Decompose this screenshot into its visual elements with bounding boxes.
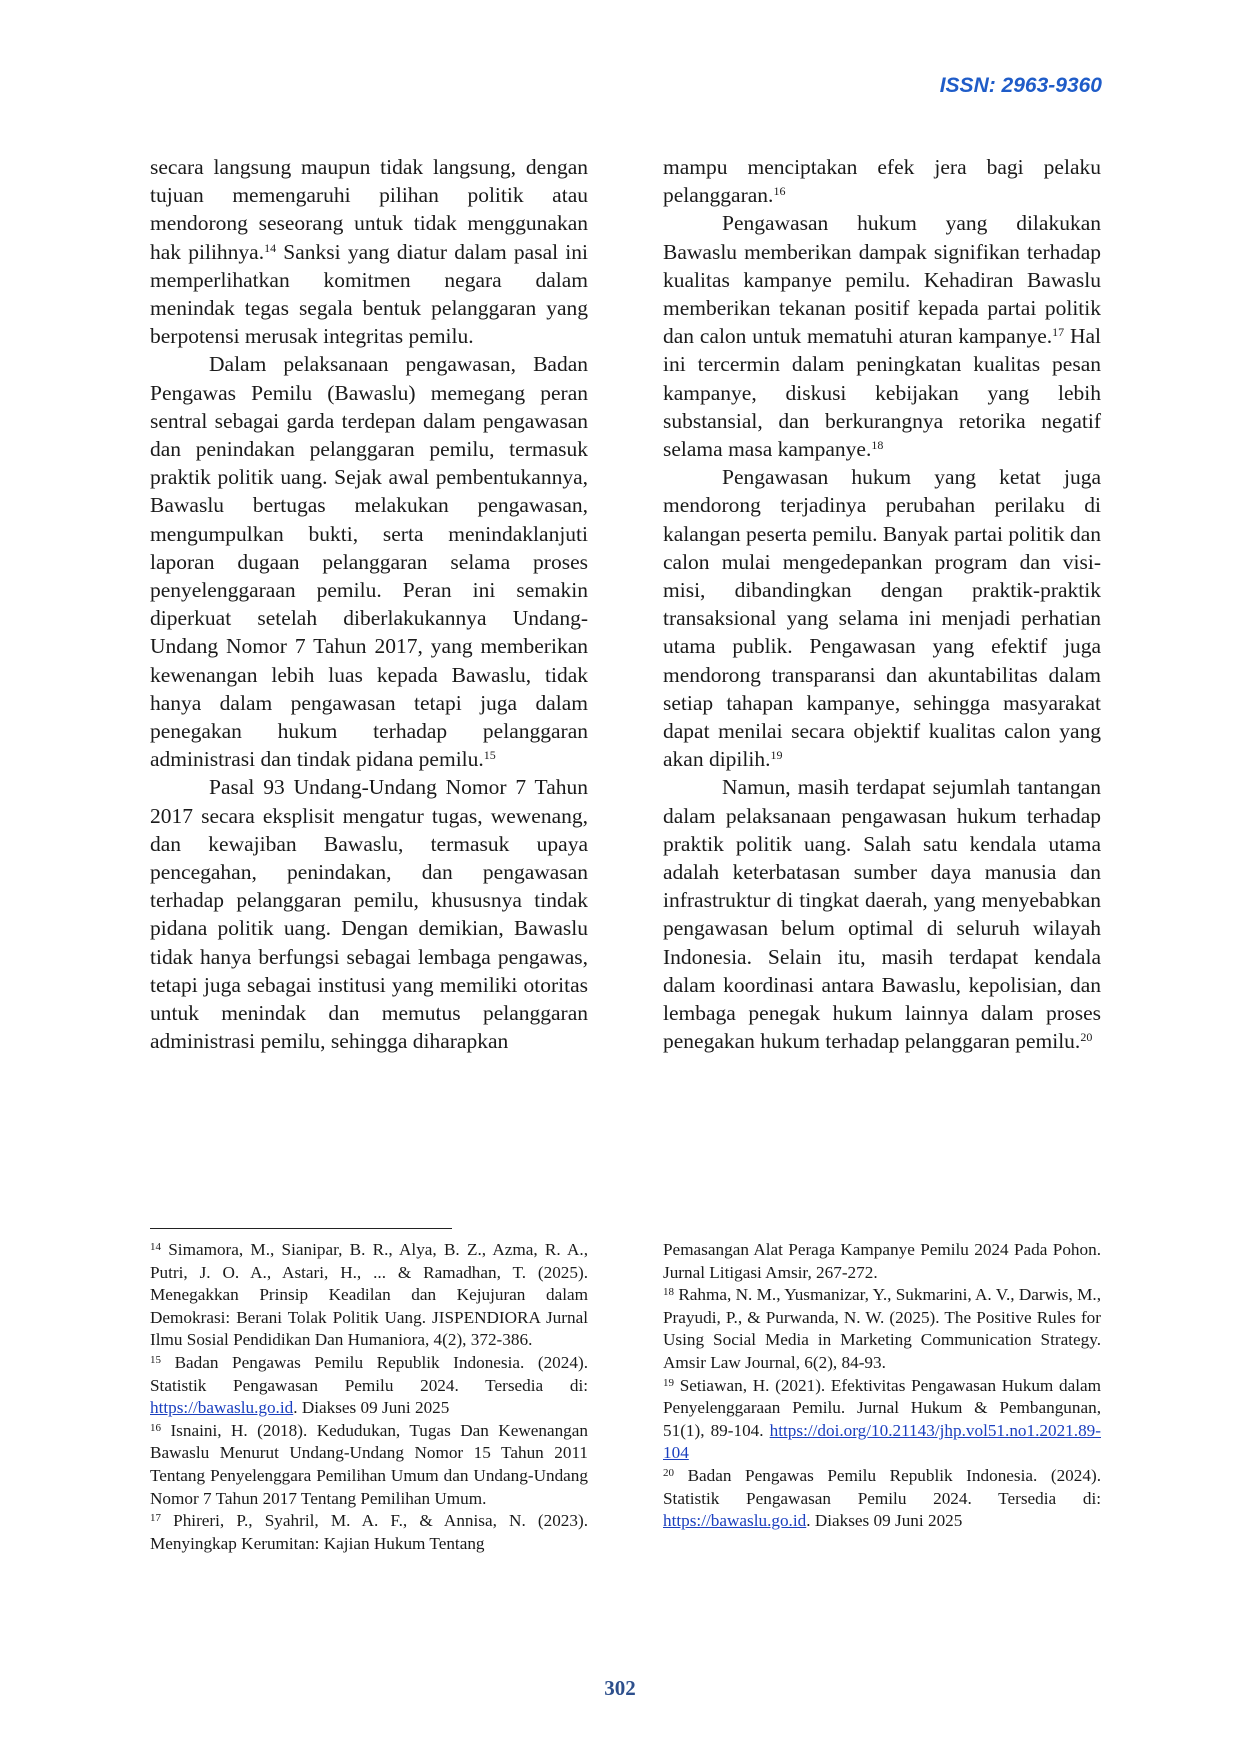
footnote-ref: 19 — [770, 748, 783, 763]
footnote — [150, 1239, 588, 1352]
footnote-text: . Diakses 09 Juni 2025 — [806, 1511, 963, 1531]
paragraph-text: Pengawasan hukum yang ketat juga mendorong terjadinya perubahan perilaku di kalangan peserta pemilu. Banyak partai politik dan calon mulai mengedepankan program dan visi-misi, dibandingkan dengan praktik-praktik transaksional yang selama ini menjadi perhatian utama publik. Pengawasan yang efektif juga mendorong transparansi dan akuntabilitas dalam setiap tahapan kampanye, sehingga masyarakat dapat menilai secara objektif kualitas calon yang akan dipilih. — [663, 465, 1101, 772]
footnotes-right — [663, 1239, 1101, 1533]
footnote — [663, 1239, 1101, 1284]
paragraph — [663, 209, 1101, 463]
paragraph — [150, 350, 588, 773]
paragraph-text: Dalam pelaksanaan pengawasan, Badan Pengawas Pemilu (Bawaslu) memegang peran sentral sebagai garda terdepan dalam pengawasan dan penindakan pelanggaran pemilu, termasuk praktik politik uang. Sejak awal pembentukannya, Bawaslu bertugas melakukan pengawasan, mengumpulkan bukti, serta menindaklanjuti laporan dugaan pelanggaran selama proses penyelenggaraan pemilu. Peran ini semakin diperkuat setelah diberlakukannya Undang-Undang Nomor 7 Tahun 2017, yang memberikan kewenangan lebih luas kepada Bawaslu, tidak hanya dalam pengawasan tetapi juga dalam penegakan hukum terhadap pelanggaran administrasi dan tindak pidana pemilu. — [150, 352, 588, 772]
footnote-number: 15 — [150, 1353, 161, 1366]
right-column — [663, 153, 1101, 1056]
issn-header: ISSN: 2963-9360 — [939, 74, 1102, 97]
paragraph-text: Pengawasan hukum yang dilakukan Bawaslu memberikan dampak signifikan terhadap kualitas kampanye pemilu. Kehadiran Bawaslu memberikan tekanan positif kepada partai politik dan calon untuk mematuhi aturan kampanye. — [663, 211, 1101, 349]
footnote-link[interactable]: https://doi.org/10.21143/jhp.vol51.no1.2021.89-104 — [663, 1420, 1101, 1463]
footnote — [150, 1420, 588, 1510]
paragraph-text: Namun, masih terdapat sejumlah tantangan dalam pelaksanaan pengawasan hukum terhadap praktik politik uang. Salah satu kendala utama adalah keterbatasan sumber daya manusia dan infrastruktur di tingkat daerah, yang menyebabkan pengawasan belum optimal di seluruh wilayah Indonesia. Selain itu, masih terdapat kendala dalam koordinasi antara Bawaslu, kepolisian, dan lembaga penegak hukum lainnya dalam proses penegakan hukum terhadap pelanggaran pemilu. — [663, 775, 1101, 1054]
footnote-text: Badan Pengawas Pemilu Republik Indonesia. (2024). Statistik Pengawasan Pemilu 2024. Tersedia di: — [663, 1465, 1101, 1508]
paragraph — [663, 773, 1101, 1055]
footnote-text: Isnaini, H. (2018). Kedudukan, Tugas Dan Kewenangan Bawaslu Menurut Undang-Undang Nomor 15 Tahun 2011 Tentang Penyelenggara Pemilihan Umum dan Undang-Undang Nomor 7 Tahun 2017 Tentang Pemilihan Umum. — [150, 1420, 588, 1508]
footnote-ref: 16 — [773, 184, 786, 199]
page-number: 302 — [604, 1676, 636, 1700]
footnote-text: Pemasangan Alat Peraga Kampanye Pemilu 2024 Pada Pohon. Jurnal Litigasi Amsir, 267-272. — [663, 1240, 1101, 1282]
paragraph-text: Hal ini tercermin dalam peningkatan kualitas pesan kampanye, diskusi kebijakan yang lebih substansial, dan berkurangnya retorika negatif selama masa kampanye. — [663, 324, 1102, 462]
footnote-ref: 17 — [1052, 325, 1065, 340]
footnote — [663, 1375, 1101, 1465]
paragraph — [663, 153, 1101, 209]
footnote-text: Badan Pengawas Pemilu Republik Indonesia. (2024). Statistik Pengawasan Pemilu 2024. Tersedia di: — [150, 1352, 588, 1395]
footnote-number: 20 — [663, 1466, 674, 1479]
footnote-text: Rahma, N. M., Yusmanizar, Y., Sukmarini, A. V., Darwis, M., Prayudi, P., & Purwanda, N. W. (2025). The Positive Rules for Using Social Media in Marketing Communication Strategy. Amsir Law Journal, 6(2), 84-93. — [663, 1285, 1101, 1372]
footnote-text: Phireri, P., Syahril, M. A. F., & Annisa, N. (2023). Menyingkap Kerumitan: Kajian Hukum Tentang — [150, 1511, 588, 1553]
footnote-number: 14 — [150, 1241, 161, 1253]
footnote-text: . Diakses 09 Juni 2025 — [293, 1398, 450, 1418]
paragraph — [150, 153, 588, 350]
footnote — [150, 1510, 588, 1555]
paragraph-text: Pasal 93 Undang-Undang Nomor 7 Tahun 2017 secara eksplisit mengatur tugas, wewenang, dan kewajiban Bawaslu, termasuk upaya pencegahan, penindakan, dan pengawasan terhadap pelanggaran pemilu, khususnya tindak pidana politik uang. Dengan demikian, Bawaslu tidak hanya berfungsi sebagai lembaga pengawas, tetapi juga sebagai institusi yang memiliki otoritas untuk menindak dan memutus pelanggaran administrasi pemilu, sehingga diharapkan — [150, 775, 588, 1054]
footnote-number: 16 — [150, 1421, 161, 1434]
footnote-ref: 15 — [483, 748, 496, 763]
paragraph-text: secara langsung maupun tidak langsung, dengan tujuan memengaruhi pilihan politik atau mendorong seseorang untuk tidak menggunakan hak pilihnya. — [150, 155, 588, 264]
footnote-link[interactable]: https://bawaslu.go.id — [663, 1511, 807, 1531]
footnote-link[interactable]: https://bawaslu.go.id — [150, 1398, 294, 1418]
paragraph — [150, 773, 588, 1055]
footnote-ref: 20 — [1080, 1030, 1093, 1045]
footnote-ref: 18 — [871, 438, 884, 453]
footnote — [663, 1465, 1101, 1533]
paragraph — [663, 463, 1101, 773]
footnote-number: 19 — [663, 1376, 674, 1389]
footnotes-left — [150, 1239, 588, 1555]
footnote — [663, 1284, 1101, 1374]
paragraph-text: Sanksi yang diatur dalam pasal ini memperlihatkan komitmen negara dalam menindak tegas segala bentuk pelanggaran yang berpotensi merusak integritas pemilu. — [150, 239, 588, 349]
footnote-number: 18 — [663, 1286, 674, 1299]
left-column — [150, 153, 588, 1056]
footnote-number: 17 — [150, 1512, 161, 1525]
footnote-ref: 14 — [264, 240, 277, 255]
footnote-divider — [150, 1228, 452, 1229]
footnote — [150, 1352, 588, 1420]
footnote-text: Simamora, M., Sianipar, B. R., Alya, B. Z., Azma, R. A., Putri, J. O. A., Astari, H., ... & Ramadhan, T. (2025). Menegakkan Prinsip Keadilan dan Kejujuran dalam Demokrasi: Berani Tolak Politik Uang. JISPENDIORA Jurnal Ilmu Sosial Pendidikan Dan Humaniora, 4(2), 372-386. — [150, 1240, 588, 1350]
paragraph-text: mampu menciptakan efek jera bagi pelaku pelanggaran. — [663, 155, 1101, 208]
footnote-text: Setiawan, H. (2021). Efektivitas Pengawasan Hukum dalam Penyelenggaraan Pemilu. Jurnal Hukum & Pembangunan, 51(1), 89-104. — [663, 1375, 1101, 1440]
